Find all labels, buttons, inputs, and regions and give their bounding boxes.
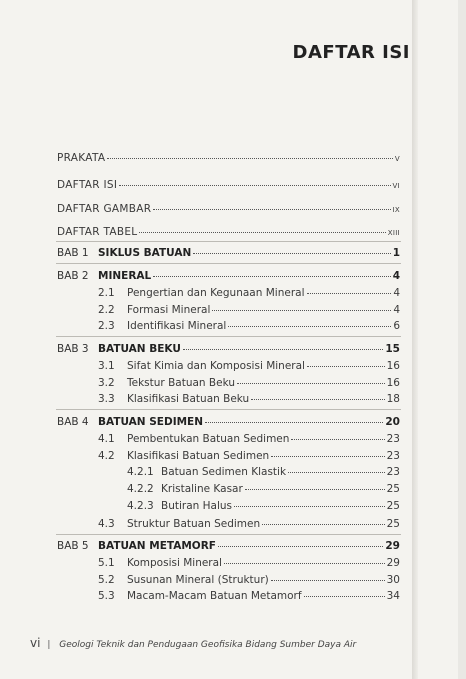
dot-leader [153,276,390,277]
toc-entry-label: DAFTAR GAMBAR [57,203,152,215]
item-page: 23 [386,466,400,478]
toc-entry-page: ix [392,203,400,215]
dot-leader [119,185,390,186]
item-title: Susunan Mineral (Struktur) [127,574,269,586]
item-page: 25 [386,483,400,495]
chapter-number: BAB 1 [57,247,89,259]
chapter-page: 20 [385,416,400,428]
item-number: 2.3 [98,320,115,332]
item-number: 4.3 [98,518,115,530]
item-number: 4.2.1 [127,466,154,478]
item-number: 3.3 [98,393,115,405]
toc-entry-daftar-gambar[interactable] [57,203,400,215]
item-page: 34 [386,590,400,602]
dot-leader [307,293,392,294]
dot-leader [271,580,385,581]
item-number: 2.2 [98,304,115,316]
toc-item-4-2[interactable] [98,450,400,462]
toc-entry-prakata[interactable] [57,152,400,164]
dot-leader [212,310,391,311]
toc-item-5-1[interactable] [98,557,400,569]
divider [56,336,401,337]
footer-separator: | [47,640,51,650]
item-title: Pembentukan Batuan Sedimen [127,433,290,445]
item-number: 5.2 [98,574,115,586]
toc-entry-label: PRAKATA [57,152,106,164]
item-page: 29 [386,557,400,569]
page-title: DAFTAR ISI [292,42,410,63]
dot-leader [237,383,385,384]
item-number: 5.3 [98,590,115,602]
chapter-page: 4 [392,270,400,282]
item-title: Klasifikasi Batuan Beku [127,393,250,405]
toc-item-2-2[interactable] [98,304,400,316]
toc-chapter-3[interactable] [57,343,400,355]
chapter-number: BAB 3 [57,343,89,355]
toc-item-3-1[interactable] [98,360,400,372]
chapter-title: MINERAL [98,270,152,282]
toc-item-5-2[interactable] [98,574,400,586]
item-page: 16 [386,377,400,389]
item-title: Tekstur Batuan Beku [127,377,235,389]
toc-item-3-2[interactable] [98,377,400,389]
chapter-number: BAB 4 [57,416,89,428]
dot-leader [304,596,385,597]
dot-leader [153,209,390,210]
item-title: Struktur Batuan Sedimen [127,518,261,530]
toc-entry-page: vi [392,179,400,191]
item-title: Batuan Sedimen Klastik [161,466,287,478]
item-number: 3.2 [98,377,115,389]
chapter-number: BAB 5 [57,540,89,552]
divider [56,409,401,410]
dot-leader [271,456,384,457]
item-title: Formasi Mineral [127,304,211,316]
chapter-page: 15 [385,343,400,355]
toc-chapter-5[interactable] [57,540,400,552]
item-title: Macam-Macam Batuan Metamorf [127,590,302,602]
toc-item-4-1[interactable] [98,433,400,445]
chapter-title: BATUAN BEKU [98,343,181,355]
chapter-page: 1 [392,247,400,259]
footer-page-number: vi [30,636,41,650]
dot-leader [224,563,385,564]
dot-leader [107,158,393,159]
item-page: 25 [386,500,400,512]
toc-item-4-3[interactable] [98,518,400,530]
toc-chapter-4[interactable] [57,416,400,428]
item-page: 25 [386,518,400,530]
chapter-number: BAB 2 [57,270,89,282]
item-page: 30 [386,574,400,586]
toc-entry-daftar-tabel[interactable] [57,226,400,238]
item-title: Klasifikasi Batuan Sedimen [127,450,270,462]
toc-chapter-1[interactable] [57,247,400,259]
item-page: 23 [386,450,400,462]
toc-chapter-2[interactable] [57,270,400,282]
item-title: Kristaline Kasar [161,483,243,495]
item-number: 4.2 [98,450,115,462]
item-title: Identifikasi Mineral [127,320,227,332]
item-page: 23 [386,433,400,445]
toc-entry-label: DAFTAR ISI [57,179,118,191]
divider [56,534,401,535]
toc-item-5-3[interactable] [98,590,400,602]
item-number: 2.1 [98,287,115,299]
chapter-title: SIKLUS BATUAN [98,247,192,259]
item-title: Pengertian dan Kegunaan Mineral [127,287,305,299]
footer-book-title: Geologi Teknik dan Pendugaan Geofisika Bidang Sumber Daya Air [59,640,357,650]
toc-item-4-2-3[interactable] [127,500,400,512]
chapter-page: 29 [385,540,400,552]
dot-leader [262,524,384,525]
dot-leader [183,349,383,350]
toc-item-3-3[interactable] [98,393,400,405]
item-page: 6 [393,320,400,332]
item-title: Komposisi Mineral [127,557,222,569]
toc-item-4-2-2[interactable] [127,483,400,495]
item-page: 4 [393,304,400,316]
dot-leader [205,422,383,423]
item-title: Butiran Halus [161,500,233,512]
dot-leader [288,472,385,473]
item-page: 16 [386,360,400,372]
item-number: 3.1 [98,360,115,372]
toc-entry-page: xiii [387,226,400,238]
item-title: Sifat Kimia dan Komposisi Mineral [127,360,305,372]
item-page: 18 [386,393,400,405]
divider [56,263,401,264]
divider [56,241,401,242]
toc-entry-label: DAFTAR TABEL [57,226,138,238]
toc-item-2-3[interactable] [98,320,400,332]
page-footer [30,636,356,650]
dot-leader [193,253,390,254]
dot-leader [307,366,385,367]
dot-leader [251,399,384,400]
item-page: 4 [393,287,400,299]
item-number: 4.2.2 [127,483,154,495]
dot-leader [139,232,385,233]
toc-entry-daftar-isi[interactable] [57,179,400,191]
toc-entry-page: v [394,152,400,164]
dot-leader [228,326,391,327]
item-number: 4.2.3 [127,500,154,512]
item-number: 4.1 [98,433,115,445]
dot-leader [245,489,385,490]
chapter-title: BATUAN METAMORF [98,540,216,552]
dot-leader [218,546,383,547]
toc-item-2-1[interactable] [98,287,400,299]
toc-item-4-2-1[interactable] [127,466,400,478]
dot-leader [291,439,384,440]
chapter-title: BATUAN SEDIMEN [98,416,204,428]
dot-leader [234,506,385,507]
item-number: 5.1 [98,557,115,569]
